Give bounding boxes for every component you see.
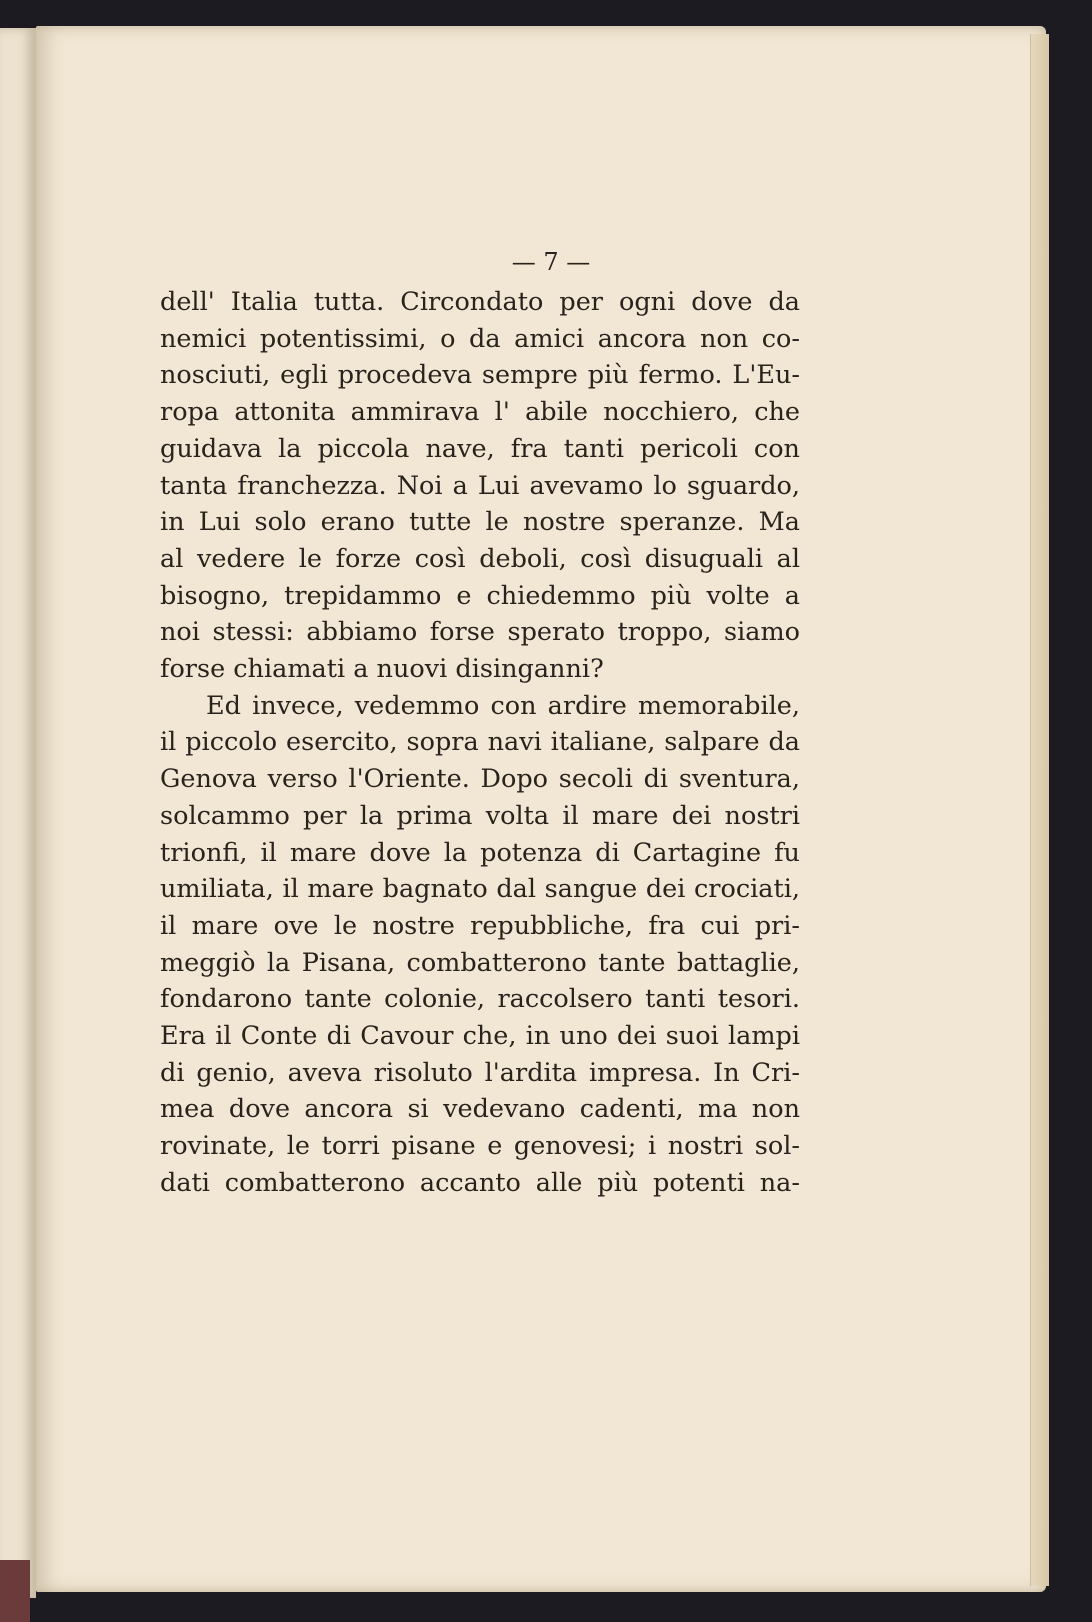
text-line: il mare ove le nostre repubbliche, fra cui pri- [160,910,800,941]
text-line: mea dove ancora si vedevano cadenti, ma non [160,1094,800,1125]
text-line: Era il Conte di Cavour che, in uno dei suoi lampi [160,1021,800,1052]
text-line: in Lui solo erano tutte le nostre speranze. Ma [160,507,800,538]
text-line: umiliata, il mare bagnato dal sangue dei crociati, [160,874,800,905]
text-line: Ed invece, vedemmo con ardire memorabile, [206,690,800,721]
binding-edge [0,1560,30,1622]
text-line: forse chiamati a nuovi disinganni? [160,654,604,685]
page-fore-edge [1030,34,1049,1586]
text-line: guidava la piccola nave, fra tanti pericoli con [160,433,800,464]
text-line: Genova verso l'Oriente. Dopo secoli di sventura, [160,764,800,795]
text-line: noi stessi: abbiamo forse sperato troppo, siamo [160,617,800,648]
text-line: fondarono tante colonie, raccolsero tanti tesori. [160,984,800,1015]
page-number: — 7 — [511,248,591,276]
text-line: dell' Italia tutta. Circondato per ogni dove da [160,287,800,317]
text-line: rovinate, le torri pisane e genovesi; i nostri sol- [160,1131,800,1162]
text-line: solcammo per la prima volta il mare dei nostri [160,800,800,831]
body-text [160,284,800,1202]
left-page-edge [0,28,36,1598]
text-line: il piccolo esercito, sopra navi italiane, salpare da [160,727,800,758]
text-line: trionfi, il mare dove la potenza di Cartagine fu [160,837,800,868]
text-line: bisogno, trepidammo e chiedemmo più volte a [160,580,800,611]
text-line: ropa attonita ammirava l' abile nocchiero, che [160,397,800,428]
text-line: al vedere le forze così deboli, così disuguali al [160,543,800,574]
text-line: nemici potentissimi, o da amici ancora non co- [160,323,800,354]
text-line: nosciuti, egli procedeva sempre più fermo. L'Eu- [160,360,800,391]
text-line: meggiò la Pisana, combatterono tante battaglie, [160,947,800,978]
text-line: di genio, aveva risoluto l'ardita impresa. In Cri- [160,1057,800,1088]
book-page [36,26,1046,1592]
text-line: dati combatterono accanto alle più potenti na- [160,1167,800,1198]
text-line: tanta franchezza. Noi a Lui avevamo lo sguardo, [160,470,800,501]
